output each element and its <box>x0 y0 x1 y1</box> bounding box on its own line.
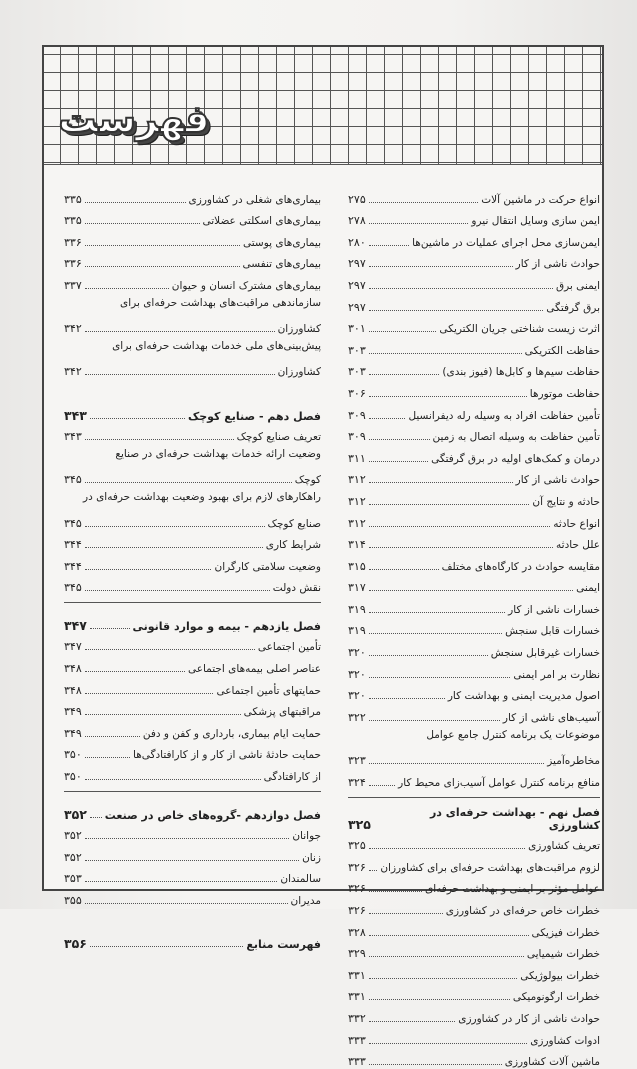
entry-title: تعریف صنایع کوچک <box>236 431 321 444</box>
dot-leader <box>369 956 524 957</box>
page-number: ۳۵۲ <box>64 850 82 864</box>
toc-entry <box>348 682 600 704</box>
entry-title: مدیران <box>290 895 321 907</box>
page-number: ۳۲۵ <box>348 816 371 832</box>
entry-title: حوادث ناشی از کار <box>515 474 600 487</box>
page-number: ۳۳۱ <box>348 968 366 982</box>
page-number: ۳۰۳ <box>348 343 366 357</box>
dot-leader <box>85 649 255 650</box>
dot-leader <box>85 374 275 375</box>
toc-entry <box>348 961 600 983</box>
page-number: ۳۴۳ <box>64 407 87 423</box>
entry-title: انواع حادثه <box>553 517 600 530</box>
chapter-heading <box>64 611 321 633</box>
entry-title: بیماری‌های پوستی <box>242 236 321 249</box>
toc-entry <box>348 660 600 682</box>
page-number: ۳۳۵ <box>64 214 82 228</box>
entry-title: نظارت بر امر ایمنی <box>513 668 600 681</box>
toc-entry <box>64 843 321 865</box>
entry-title: اصول مدیریت ایمنی و بهداشت کار <box>447 690 600 703</box>
entry-title: ادوات کشاورزی <box>530 1034 600 1047</box>
dot-leader <box>369 266 513 267</box>
page-number: ۳۲۲ <box>348 710 366 724</box>
page-number: ۳۲۵ <box>348 839 366 853</box>
toc-entry <box>348 896 600 918</box>
dot-leader <box>369 785 395 786</box>
chapter-heading <box>348 806 600 832</box>
page-number: ۳۱۲ <box>348 516 366 530</box>
entry-title: خطرات شیمیایی <box>526 948 600 961</box>
entry-title: خسارات غیرقابل سنجش <box>490 647 600 660</box>
toc-entry <box>348 293 600 315</box>
toc-entry <box>348 1048 600 1069</box>
dot-leader <box>369 763 545 764</box>
page-number: ۳۲۳ <box>348 754 366 768</box>
dot-leader <box>369 870 378 871</box>
toc-entry <box>348 638 600 660</box>
page-number: ۳۳۶ <box>64 235 82 249</box>
page-number: ۳۱۹ <box>348 624 366 638</box>
dot-leader <box>90 418 185 419</box>
dot-leader <box>85 223 200 224</box>
entry-title-continued: کشاورزان <box>277 366 321 379</box>
chapter-title: فهرست منابع <box>246 938 321 952</box>
page-number: ۳۱۴ <box>348 538 366 552</box>
dot-leader <box>85 482 292 483</box>
page-number: ۳۲۹ <box>348 947 366 961</box>
toc-entry <box>348 853 600 875</box>
toc-entry <box>348 444 600 466</box>
dot-leader <box>85 590 270 591</box>
entry-title: تعریف کشاورزی <box>528 840 600 853</box>
toc-entry <box>348 531 600 553</box>
page-number: ۳۰۶ <box>348 386 366 400</box>
entry-title: حمایت حادثهٔ ناشی از کار و از کارافتادگی‌ها <box>133 749 321 762</box>
toc-entry <box>64 762 321 784</box>
page-number: ۳۵۵ <box>64 894 82 907</box>
entry-title: تأمین حفاظت افراد به وسیله رله دیفرانسیل <box>408 409 600 422</box>
dot-leader <box>369 1021 456 1022</box>
dot-leader <box>85 331 275 332</box>
dot-leader <box>85 439 234 440</box>
entry-title: انواع حرکت در ماشین آلات <box>481 193 600 206</box>
entry-title: بیماری‌های اسکلتی عضلاتی <box>202 215 321 228</box>
dot-leader <box>369 999 510 1000</box>
page-number: ۳۱۵ <box>348 559 366 573</box>
page-number: ۳۴۸ <box>64 662 82 676</box>
entry-last-line <box>64 466 321 488</box>
toc-entry <box>64 250 321 272</box>
page-number: ۳۵۳ <box>64 872 82 886</box>
entry-title: مراقبتهای پزشکی <box>243 706 321 719</box>
grid-header <box>44 47 602 165</box>
entry-title-line: پیش‌بینی‌های ملی خدمات بهداشت حرفه‌ای برای <box>112 340 321 353</box>
chapter-title: فصل نهم - بهداشت حرفه‌ای در کشاورزی <box>429 805 600 832</box>
toc-entry <box>348 940 600 962</box>
entry-title: عناصر اصلی بیمه‌های اجتماعی <box>187 663 321 676</box>
toc-entry <box>348 875 600 897</box>
toc-entry <box>348 832 600 854</box>
dot-leader <box>85 526 265 527</box>
page-number: ۳۴۸ <box>64 683 82 697</box>
toc-entry <box>64 207 321 229</box>
entry-title: جوانان <box>292 830 321 843</box>
toc-entry <box>64 487 321 530</box>
dot-leader <box>85 860 299 861</box>
entry-title: حمایت ایام بیماری، بارداری و کفن و دفن <box>142 727 321 740</box>
entry-title: زنان <box>302 851 321 864</box>
dot-leader <box>369 526 551 527</box>
page-number: ۳۴۷ <box>64 640 82 654</box>
page-number: ۲۹۷ <box>348 278 366 292</box>
entry-title: نقش دولت <box>272 582 321 595</box>
page-number: ۳۴۴ <box>64 559 82 573</box>
page-number: ۳۵۰ <box>64 770 82 784</box>
dot-leader <box>369 655 488 656</box>
dot-leader <box>369 848 525 849</box>
page-number: ۳۱۱ <box>348 451 366 465</box>
page-number: ۳۵۰ <box>64 748 82 762</box>
dot-leader <box>85 881 278 882</box>
page-title: فهرست <box>58 97 210 141</box>
dot-leader <box>369 720 500 721</box>
dot-leader <box>85 838 290 839</box>
dot-leader <box>85 245 240 246</box>
entry-title: بیماری‌های تنفسی <box>242 258 321 271</box>
dot-leader <box>85 736 140 737</box>
toc-entry <box>348 358 600 380</box>
toc-entry <box>348 423 600 445</box>
entry-title: برق گرفتگی <box>546 301 600 314</box>
entry-title-continued: صنایع کوچک <box>267 517 321 530</box>
dot-leader <box>369 418 406 419</box>
dot-leader <box>369 612 505 613</box>
toc-entry <box>348 466 600 488</box>
page-number: ۳۴۲ <box>64 365 82 379</box>
dot-leader <box>369 245 409 246</box>
entry-title-line: موضوعات یک برنامه کنترل جامع عوامل <box>426 728 600 741</box>
spacer <box>64 908 321 930</box>
page-number: ۳۴۷ <box>64 617 87 633</box>
toc-entry <box>64 423 321 445</box>
entry-title-continued: کشاورزان <box>277 323 321 336</box>
dot-leader <box>369 331 437 332</box>
dot-leader <box>369 202 479 203</box>
dot-leader <box>85 903 288 904</box>
chapter-divider <box>348 797 600 798</box>
dot-leader <box>85 288 169 289</box>
page-number: ۲۸۰ <box>348 235 366 249</box>
page-number: ۳۲۸ <box>348 925 366 939</box>
toc-entry <box>348 725 600 768</box>
dot-leader <box>369 590 573 591</box>
entry-title: حوادث ناشی از کار در کشاورزی <box>458 1012 600 1025</box>
entry-title: خطرات ارگونومیکی <box>512 991 600 1004</box>
toc-entry <box>348 617 600 639</box>
toc-entry <box>64 865 321 887</box>
chapter-divider <box>64 602 321 603</box>
toc-entry <box>348 228 600 250</box>
entry-last-line <box>64 358 321 380</box>
page-number: ۳۴۵ <box>64 516 82 530</box>
toc-entry <box>64 822 321 844</box>
page-number: ۳۵۲ <box>64 829 82 843</box>
entry-title: علل حادثه <box>556 539 600 552</box>
entry-title: ایمن سازی وسایل انتقال نیرو <box>471 215 600 228</box>
entry-title: بیماری‌های شغلی در کشاورزی <box>188 193 321 206</box>
page-number: ۲۹۷ <box>348 257 366 271</box>
entry-title: حادثه و نتایج آن <box>532 495 600 508</box>
toc-entry <box>64 633 321 655</box>
page-number: ۳۲۰ <box>348 689 366 703</box>
dot-leader <box>90 628 130 629</box>
toc-entry <box>348 509 600 531</box>
toc-entry <box>64 676 321 698</box>
entry-title: ایمنی برق <box>555 279 600 292</box>
page-number: ۳۰۹ <box>348 430 366 444</box>
page-number: ۳۳۲ <box>348 1011 366 1025</box>
page-number: ۳۴۵ <box>64 581 82 595</box>
chapter-title: فصل دوازدهم -گروه‌های خاص در صنعت <box>104 808 321 822</box>
toc-entry <box>64 719 321 741</box>
dot-leader <box>369 374 440 375</box>
page-number: ۳۲۶ <box>348 860 366 874</box>
toc-entry <box>348 703 600 725</box>
dot-leader <box>369 569 439 570</box>
dot-leader <box>85 569 212 570</box>
page-number: ۳۰۹ <box>348 408 366 422</box>
dot-leader <box>369 978 518 979</box>
page-number: ۳۱۹ <box>348 602 366 616</box>
dot-leader <box>85 693 214 694</box>
page-number: ۳۰۱ <box>348 322 366 336</box>
toc-entry <box>64 228 321 250</box>
dot-leader <box>369 396 527 397</box>
dot-leader <box>85 757 130 758</box>
page-number: ۳۳۳ <box>348 1033 366 1047</box>
dot-leader <box>90 946 243 947</box>
dot-leader <box>369 677 511 678</box>
dot-leader <box>85 671 185 672</box>
toc-frame <box>42 45 604 1069</box>
page-number: ۲۷۸ <box>348 214 366 228</box>
toc-entry <box>64 886 321 908</box>
toc-entry <box>64 654 321 676</box>
toc-entry <box>348 768 600 790</box>
toc-entry <box>348 1004 600 1026</box>
page-number: ۳۵۲ <box>64 806 87 822</box>
entry-title: ایمن‌سازی محل اجرای عملیات در ماشین‌ها <box>412 236 600 249</box>
toc-entry <box>348 315 600 337</box>
chapter-title: فصل دهم - صنایع کوچک <box>187 409 321 423</box>
toc-entry <box>64 741 321 763</box>
toc-entry <box>348 983 600 1005</box>
page-number: ۳۲۰ <box>348 646 366 660</box>
page-number: ۳۳۵ <box>64 192 82 206</box>
page-number: ۳۳۷ <box>64 278 82 292</box>
dot-leader <box>369 439 430 440</box>
page-number: ۳۴۲ <box>64 322 82 336</box>
page-number: ۳۲۶ <box>348 904 366 917</box>
entry-title-line: سازماندهی مراقبت‌های بهداشت حرفه‌ای برای <box>120 296 321 309</box>
toc-entry <box>64 698 321 720</box>
page-number: ۳۲۰ <box>348 667 366 681</box>
dot-leader <box>85 779 261 780</box>
chapter-title: فصل یازدهم - بیمه و موارد قانونی <box>132 619 321 633</box>
toc-column-left <box>64 185 321 951</box>
chapter-divider <box>64 791 321 792</box>
entry-title-line: راهکارهای لازم برای بهبود وضعیت بهداشت حرفه‌ای در <box>83 491 321 504</box>
dot-leader <box>369 223 469 224</box>
dot-leader <box>369 288 553 289</box>
dot-leader <box>369 310 544 311</box>
page-number: ۲۹۷ <box>348 300 366 314</box>
page-number: ۳۳۶ <box>64 257 82 271</box>
dot-leader <box>369 461 428 462</box>
dot-leader <box>90 817 102 818</box>
toc-entry <box>348 379 600 401</box>
dot-leader <box>369 504 530 505</box>
entry-title: خطرات خاص حرفه‌ای در کشاورزی <box>445 905 600 917</box>
dot-leader <box>369 1043 527 1044</box>
page-number: ۳۳۳ <box>348 1055 366 1069</box>
page-number: ۳۲۶ <box>348 882 366 896</box>
entry-title-continued: مخاطره‌آمیز <box>547 755 600 768</box>
entry-title: خطرات فیزیکی <box>531 926 600 939</box>
toc-entry <box>64 531 321 553</box>
entry-title: از کارافتادگی <box>263 771 321 784</box>
chapter-heading <box>64 401 321 423</box>
toc-entry <box>348 185 600 207</box>
chapter-heading <box>64 800 321 822</box>
toc-entry <box>348 487 600 509</box>
page-number: ۳۴۴ <box>64 538 82 552</box>
entry-title: ایمنی <box>576 582 600 595</box>
toc-entry <box>348 336 600 358</box>
toc-entry <box>348 1026 600 1048</box>
entry-title: مقایسه حوادث در کارگاه‌های مختلف <box>441 560 600 573</box>
toc-entry <box>348 250 600 272</box>
toc-entry <box>348 574 600 596</box>
entry-title: سالمندان <box>280 873 321 886</box>
dot-leader <box>369 698 445 699</box>
page-number: ۳۱۷ <box>348 581 366 595</box>
spacer <box>64 379 321 401</box>
entry-title: حمایتهای تأمین اجتماعی <box>216 684 321 697</box>
entry-title: خطرات بیولوژیکی <box>520 969 600 982</box>
title-box <box>58 91 210 147</box>
entry-title: ماشین آلات کشاورزی <box>504 1056 600 1069</box>
page-number: ۳۱۲ <box>348 494 366 508</box>
page-number: ۳۴۳ <box>64 430 82 444</box>
toc-entry <box>348 271 600 293</box>
toc-entry <box>64 336 321 379</box>
entry-title-line: وضعیت ارائه خدمات بهداشت حرفه‌ای در صنایع <box>115 448 321 461</box>
toc-entry <box>64 552 321 574</box>
dot-leader <box>369 353 522 354</box>
toc-entry <box>348 207 600 229</box>
page-number: ۳۴۹ <box>64 705 82 719</box>
dot-leader <box>369 935 529 936</box>
toc-column-right <box>348 185 600 1069</box>
page-number: ۳۵۶ <box>64 936 87 952</box>
entry-title: حفاظت الکتریکی <box>524 344 600 357</box>
page-number: ۳۲۴ <box>348 775 366 789</box>
entry-title: حفاظت موتورها <box>529 387 600 400</box>
entry-title-continued: کوچک <box>294 474 321 487</box>
entry-last-line <box>64 509 321 531</box>
entry-title: لزوم مراقبت‌های بهداشت حرفه‌ای برای کشاورزان <box>380 861 600 874</box>
entry-title: خسارات ناشی از کار <box>508 603 600 616</box>
toc-entry <box>64 271 321 293</box>
toc-entry <box>348 552 600 574</box>
entry-title: تأمین حفاظت به وسیله اتصال به زمین <box>432 431 600 444</box>
chapter-heading <box>64 930 321 952</box>
entry-title: درمان و کمک‌های اولیه در برق گرفتگی <box>431 452 600 465</box>
entry-title: بیماری‌های مشترک انسان و حیوان <box>171 279 321 292</box>
entry-title: خسارات قابل سنجش <box>505 625 600 638</box>
entry-title: تأمین اجتماعی <box>257 641 321 654</box>
toc-entry <box>348 401 600 423</box>
entry-title: حفاظت سیم‌ها و کابل‌ها (فیوز بندی) <box>442 366 600 379</box>
toc-entry <box>348 595 600 617</box>
dot-leader <box>85 714 241 715</box>
page-number: ۲۷۵ <box>348 192 366 206</box>
entry-title: منافع برنامه کنترل عوامل آسیب‌زای محیط کار <box>398 776 600 789</box>
dot-leader <box>85 547 263 548</box>
dot-leader <box>85 202 186 203</box>
toc-entry <box>348 918 600 940</box>
entry-title: عوامل مؤثر بر ایمنی و بهداشت حرفه‌ای <box>425 883 600 896</box>
dot-leader <box>369 891 422 892</box>
entry-title: اثرت زیست شناختی جریان الکتریکی <box>439 323 600 336</box>
entry-title: آسیب‌های ناشی از کار <box>502 711 600 724</box>
page-number: ۳۴۵ <box>64 473 82 487</box>
dot-leader <box>85 266 240 267</box>
page-number: ۳۴۹ <box>64 726 82 740</box>
entry-last-line <box>64 315 321 337</box>
entry-last-line <box>348 746 600 768</box>
dot-leader <box>369 547 553 548</box>
toc-entry <box>64 185 321 207</box>
toc-entry <box>64 574 321 596</box>
page-number: ۳۳۱ <box>348 990 366 1004</box>
dot-leader <box>369 913 443 914</box>
entry-title: وضعیت سلامتی کارگران <box>214 560 321 573</box>
dot-leader <box>369 482 513 483</box>
page-number: ۳۱۲ <box>348 473 366 487</box>
toc-entry <box>64 293 321 336</box>
entry-title: حوادث ناشی از کار <box>515 258 600 271</box>
dot-leader <box>369 1064 502 1065</box>
dot-leader <box>369 633 502 634</box>
toc-entry <box>64 444 321 487</box>
entry-title: شرایط کاری <box>265 539 321 552</box>
page-number: ۳۰۳ <box>348 365 366 379</box>
